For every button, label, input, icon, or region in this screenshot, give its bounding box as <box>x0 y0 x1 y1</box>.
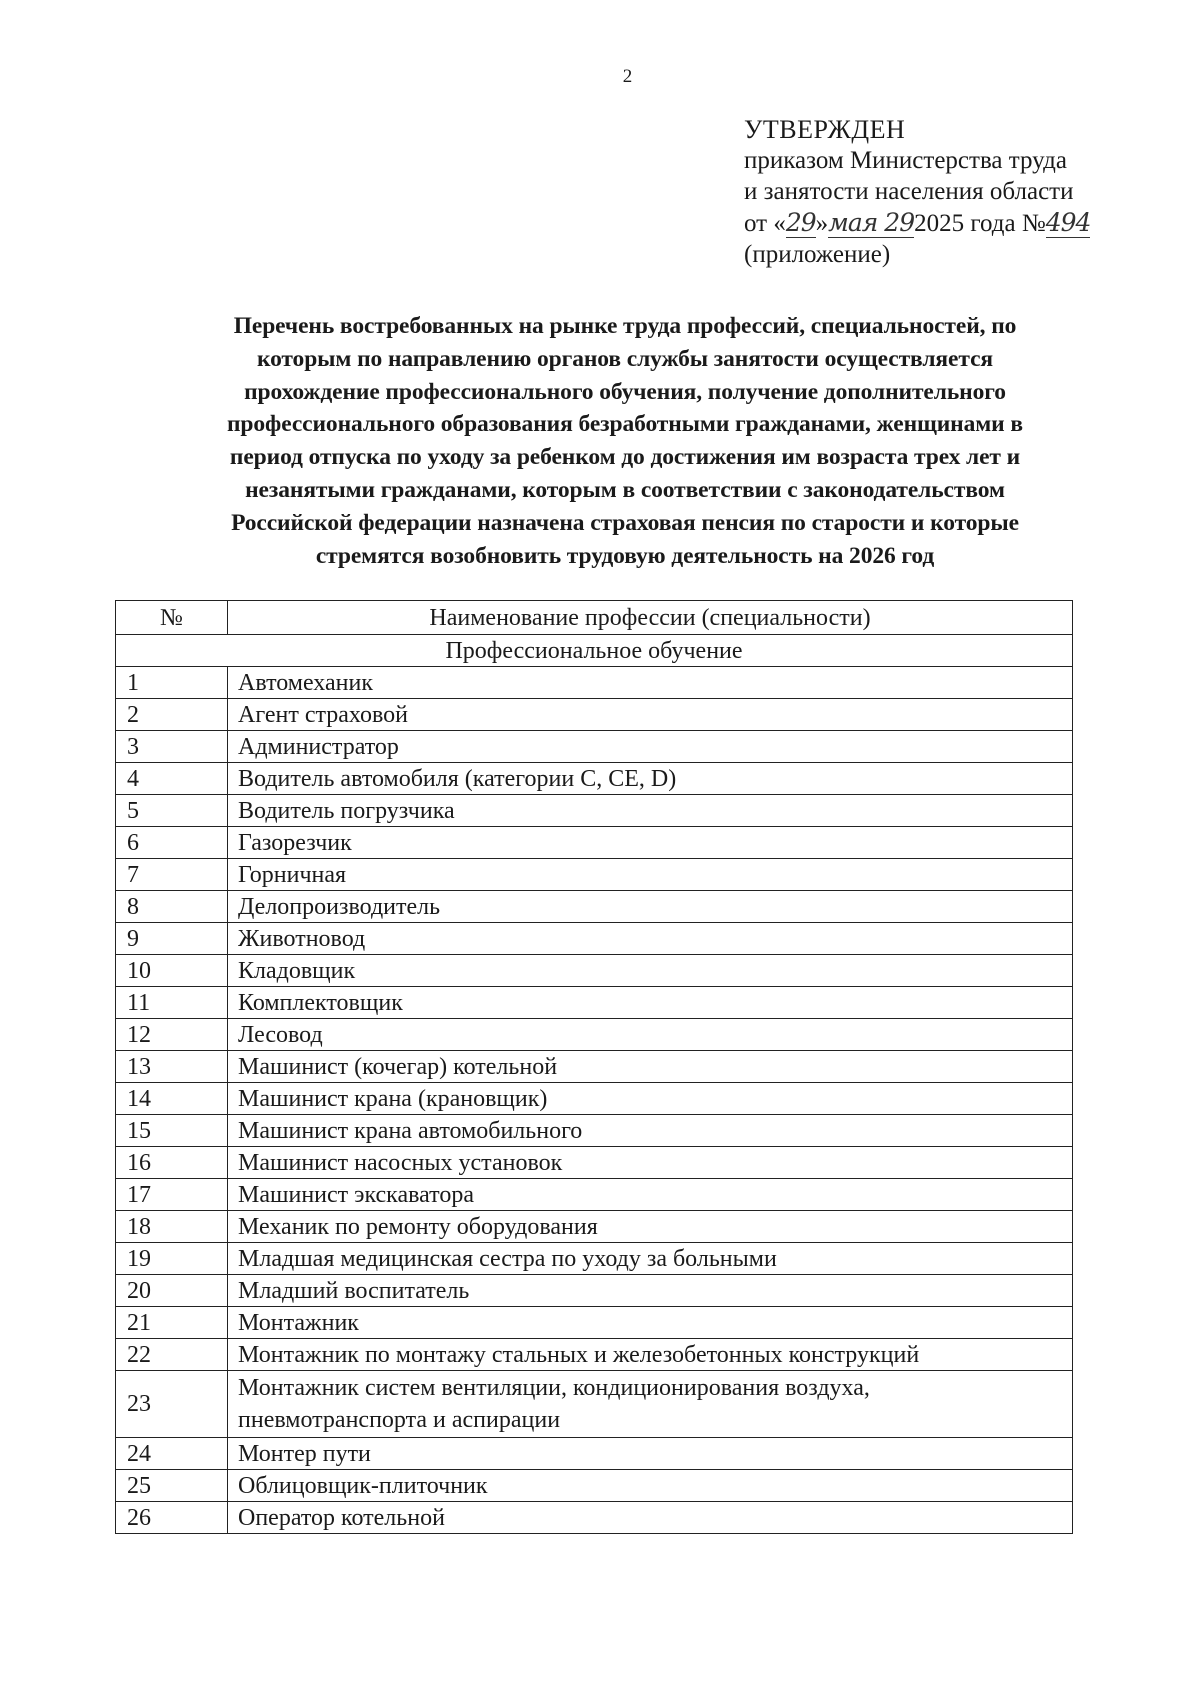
handwritten-month: мая 29 <box>828 208 915 237</box>
row-number: 16 <box>116 1147 228 1179</box>
approval-block <box>744 114 1164 270</box>
row-name: Оператор котельной <box>228 1502 1073 1534</box>
row-number: 5 <box>116 795 228 827</box>
table-row <box>116 1470 1073 1502</box>
table-row <box>116 859 1073 891</box>
row-number: 17 <box>116 1179 228 1211</box>
table-row <box>116 1083 1073 1115</box>
table-row <box>116 1019 1073 1051</box>
row-number: 9 <box>116 923 228 955</box>
row-name <box>228 1371 1073 1438</box>
row-number: 18 <box>116 1211 228 1243</box>
row-number: 20 <box>116 1275 228 1307</box>
row-number: 23 <box>116 1371 228 1438</box>
approval-line-2: и занятости населения области <box>744 178 1074 205</box>
table-row <box>116 731 1073 763</box>
row-name: Младший воспитатель <box>228 1275 1073 1307</box>
title-line: стремятся возобновить трудовую деятельность на 2026 год <box>315 542 935 569</box>
row-name: Агент страховой <box>228 699 1073 731</box>
row-name: Машинист насосных установок <box>228 1147 1073 1179</box>
section-row <box>116 635 1073 667</box>
row-name: Машинист экскаватора <box>228 1179 1073 1211</box>
row-name: Машинист крана (крановщик) <box>228 1083 1073 1115</box>
section-title: Профессиональное обучение <box>116 635 1073 667</box>
page-number: 2 <box>622 66 633 87</box>
row-name: Механик по ремонту оборудования <box>228 1211 1073 1243</box>
professions-table <box>115 600 1073 1534</box>
row-name: Кладовщик <box>228 955 1073 987</box>
row-name: Автомеханик <box>228 667 1073 699</box>
row-number: 15 <box>116 1115 228 1147</box>
document-title <box>130 310 1120 572</box>
table-row <box>116 1438 1073 1470</box>
row-name: Младшая медицинская сестра по уходу за больными <box>228 1243 1073 1275</box>
table-row <box>116 1502 1073 1534</box>
row-number: 13 <box>116 1051 228 1083</box>
title-line: Перечень востребованных на рынке труда профессий, специальностей, по <box>233 313 1017 339</box>
title-line: незанятыми гражданами, которым в соответствии с законодательством <box>245 476 1005 503</box>
row-number: 12 <box>116 1019 228 1051</box>
header-number: № <box>116 601 228 635</box>
row-name: Машинист (кочегар) котельной <box>228 1051 1073 1083</box>
date-mid: » <box>815 210 829 237</box>
table-row <box>116 827 1073 859</box>
title-line: Российской федерации назначена страховая пенсия по старости и которые <box>231 509 1019 536</box>
row-number: 25 <box>116 1470 228 1502</box>
table-row <box>116 1147 1073 1179</box>
table-row <box>116 1051 1073 1083</box>
row-name: Машинист крана автомобильного <box>228 1115 1073 1147</box>
row-name: Водитель погрузчика <box>228 795 1073 827</box>
table-row <box>116 1179 1073 1211</box>
date-year: 2025 года № <box>914 210 1046 237</box>
approval-heading: УТВЕРЖДЕН <box>744 115 906 144</box>
handwritten-day: 29 <box>785 208 816 237</box>
row-name: Лесовод <box>228 1019 1073 1051</box>
row-name: Монтажник <box>228 1307 1073 1339</box>
row-number: 8 <box>116 891 228 923</box>
row-number: 24 <box>116 1438 228 1470</box>
row-name: Делопроизводитель <box>228 891 1073 923</box>
handwritten-order-number: 494 <box>1045 208 1091 237</box>
row-name-line: Монтажник систем вентиляции, кондиционирования воздуха, <box>238 1375 870 1401</box>
row-number: 14 <box>116 1083 228 1115</box>
table-row <box>116 1371 1073 1438</box>
row-number: 26 <box>116 1502 228 1534</box>
row-number: 3 <box>116 731 228 763</box>
title-line: прохождение профессионального обучения, получение дополнительного <box>244 378 1006 405</box>
approval-line-1: приказом Министерства труда <box>744 147 1067 174</box>
table-row <box>116 955 1073 987</box>
row-number: 2 <box>116 699 228 731</box>
row-number: 19 <box>116 1243 228 1275</box>
table-row <box>116 763 1073 795</box>
row-number: 4 <box>116 763 228 795</box>
row-number: 1 <box>116 667 228 699</box>
row-number: 21 <box>116 1307 228 1339</box>
title-line: профессионального образования безработными гражданами, женщинами в <box>226 411 1023 438</box>
table-row <box>116 1307 1073 1339</box>
approval-date-line <box>744 207 1164 239</box>
table-row <box>116 667 1073 699</box>
row-name: Администратор <box>228 731 1073 763</box>
row-name: Газорезчик <box>228 827 1073 859</box>
row-name: Горничная <box>228 859 1073 891</box>
table-row <box>116 1211 1073 1243</box>
row-name-line: пневмотранспорта и аспирации <box>238 1407 561 1433</box>
table-row <box>116 1275 1073 1307</box>
approval-line-4: (приложение) <box>744 241 891 268</box>
table-row <box>116 987 1073 1019</box>
row-name: Облицовщик-плиточник <box>228 1470 1073 1502</box>
table-row <box>116 795 1073 827</box>
table-row <box>116 1339 1073 1371</box>
row-number: 11 <box>116 987 228 1019</box>
row-name: Водитель автомобиля (категории С, СЕ, D) <box>228 763 1073 795</box>
date-prefix: от « <box>744 210 786 237</box>
title-line: которым по направлению органов службы занятости осуществляется <box>256 345 994 372</box>
row-name: Комплектовщик <box>228 987 1073 1019</box>
table-row <box>116 1115 1073 1147</box>
header-name: Наименование профессии (специальности) <box>228 601 1073 635</box>
row-number: 6 <box>116 827 228 859</box>
row-name: Монтер пути <box>228 1438 1073 1470</box>
table-row <box>116 699 1073 731</box>
table-row <box>116 923 1073 955</box>
row-name: Монтажник по монтажу стальных и железобетонных конструкций <box>228 1339 1073 1371</box>
table-row <box>116 891 1073 923</box>
row-number: 7 <box>116 859 228 891</box>
row-number: 22 <box>116 1339 228 1371</box>
table-row <box>116 1243 1073 1275</box>
row-number: 10 <box>116 955 228 987</box>
row-name: Животновод <box>228 923 1073 955</box>
title-line: период отпуска по уходу за ребенком до достижения им возраста трех лет и <box>229 444 1021 471</box>
table-header-row <box>116 601 1073 635</box>
